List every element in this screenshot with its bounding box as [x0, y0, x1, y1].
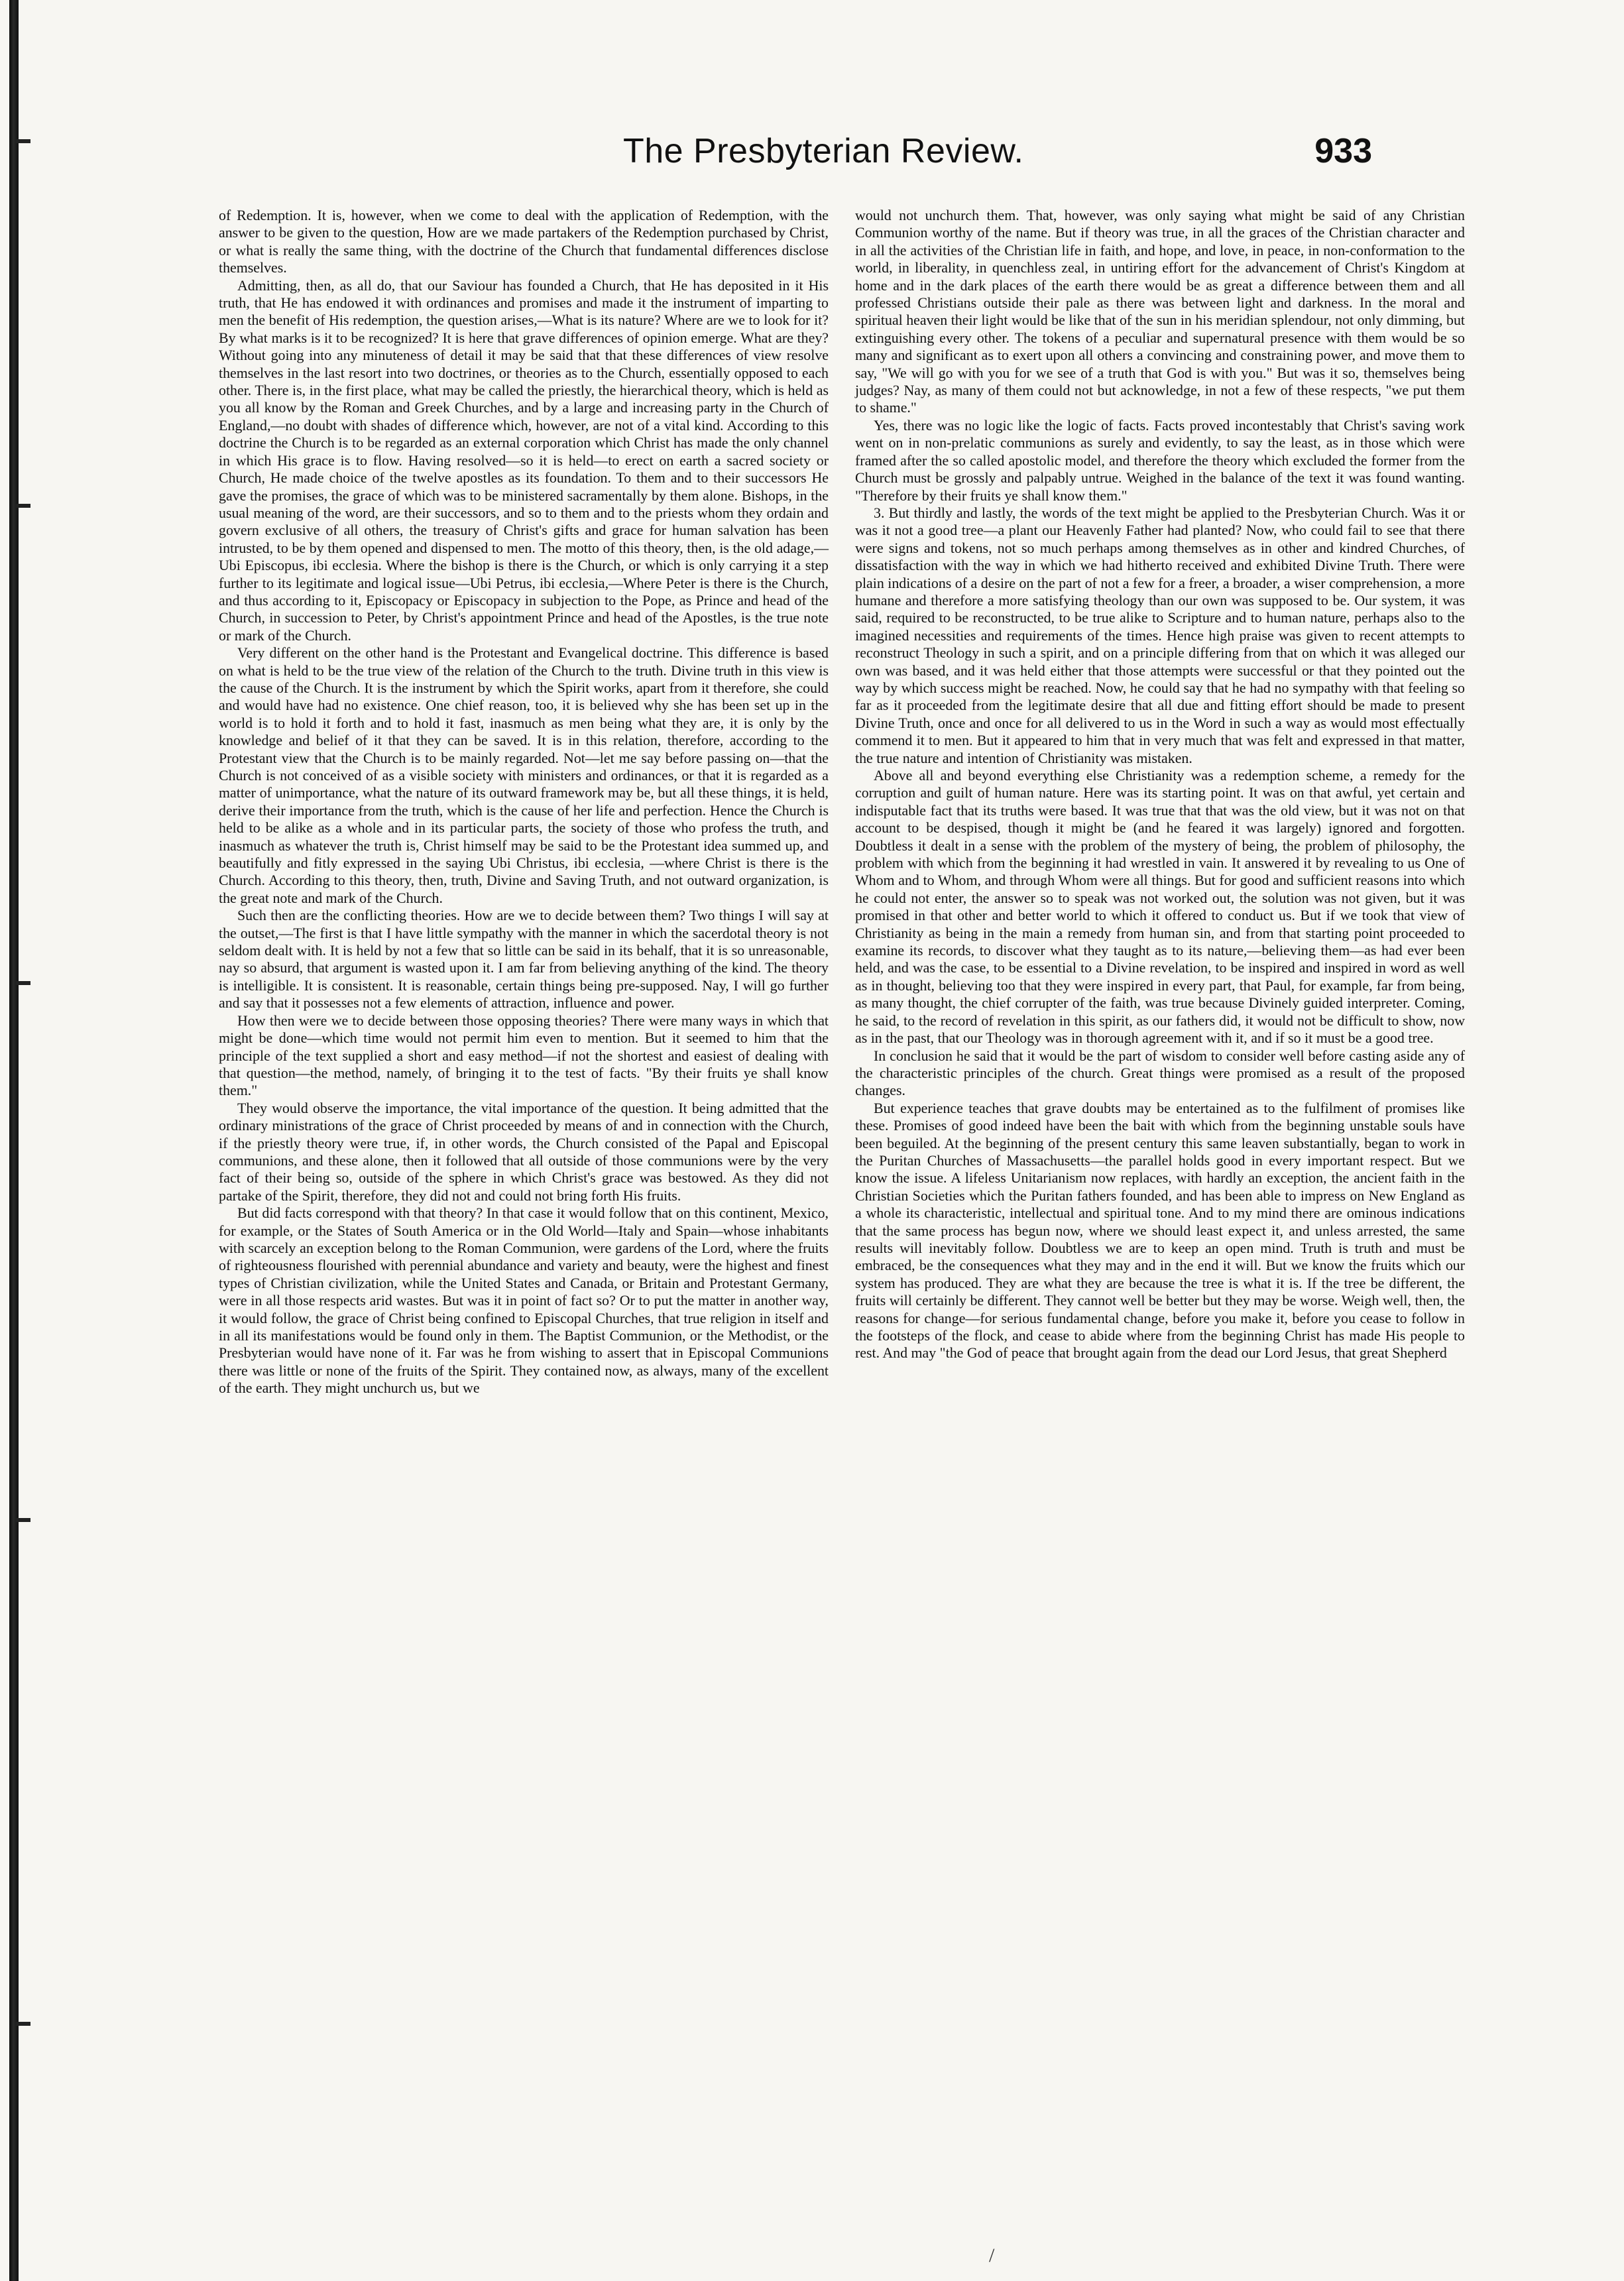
footer-mark: / [989, 2245, 995, 2266]
paragraph: But did facts correspond with that theory? In that case it would follow that on this continent, Mexico, for example, or the States of South America or in the Old World—Italy and Spain—whose inhabitants with scarcely an exception belong to the Roman Communion, were gardens of the Lord, where the fruits of righteousness flourished with perennial abundance and variety and beauty, were the highest and finest types of Christian civilization, while the United States and Canada, or Britain and Protestant Germany, were in all those respects arid wastes. But was it in point of fact so? Or to put the matter in another way, it would follow, the grace of Christ being confined to Episcopal Churches, that true religion in itself and in all its manifestations would be found only in them. The Baptist Communion, or the Methodist, or the Presbyterian would have none of it. Far was he from wishing to assert that in Episcopal Communions there was little or none of the fruits of the Spirit. They contained now, as always, many of the excellent of the earth. They might unchurch us, but we [219, 1204, 829, 1397]
left-column [219, 207, 829, 1397]
paragraph: But experience teaches that grave doubts may be entertained as to the fulfilment of promises like these. Promises of good indeed have been the bait with which from the beginning unstable souls have been beguiled. At the beginning of the present century this same leaven substantially, began to work in the Puritan Churches of Massachusetts—the parallel holds good in every important respect. But we know the issue. A lifeless Unitarianism now replaces, with hardly an exception, the ancient faith in the Christian Societies which the Puritan fathers founded, and has been able to impress on New England as a whole its characteristic, intellectual and spiritual tone. And to my mind there are ominous indications that the same process has begun now, where we should least expect it, and unless arrested, the same results will inevitably follow. Doubtless we are to keep an open mind. Truth is truth and must be embraced, be the consequences what they may and in the end it will. But we know the fruits which our system has produced. They are what they are because the tree is what it is. If the tree be different, the fruits will certainly be different. They cannot well be better but they may be worse. Weigh well, then, the reasons for change—for serious fundamental change, before you make it, before you cease to follow in the footsteps of the flock, and cease to abide where from the beginning Christ has made His people to rest. And may "the God of peace that brought again from the dead our Lord Jesus, that great Shepherd [855, 1099, 1465, 1362]
right-column [855, 207, 1465, 1362]
paragraph: In conclusion he said that it would be the part of wisdom to consider well before casting aside any of the characteristic principles of the church. Great things were promised as a result of the proposed changes. [855, 1047, 1465, 1099]
binding-edge [9, 0, 19, 2281]
running-title: The Presbyterian Review. [623, 132, 1024, 170]
paragraph: Above all and beyond everything else Christianity was a redemption scheme, a remedy for the corruption and guilt of human nature. Here was its starting point. It was on that awful, yet certain and indisputable fact that its truths were based. It was true that that was the old view, but it was not on that account to be despised, though it might be (and he feared it was largely) ignored and forgotten. Doubtless it dealt in a sense with the problem of the mystery of being, the problem of philosophy, the problem with which from the beginning it had wrestled in vain. It answered it by revealing to us One of Whom and to Whom, and through Whom were all things. But for good and sufficient reasons into which he could not enter, the answer so to speak was not worked out, the solution was not given, but it was promised in that other and better world to which it offered to conduct us. But if we took that view of Christianity as being in the main a remedy from human sin, and from that starting point proceeded to examine its records, to discover what they taught as to its nature,—believing them—as had ever been held, and was the case, to be essential to a Divine revelation, to be inspired and inspired in word as well as in thought, believing too that they were inspired in every part, that Paul, for example, far from being, as many thought, the chief corrupter of the faith, was true because Divinely guided interpreter. Coming, he said, to the record of revelation in this spirit, as our fathers did, it would not be difficult to show, now as in the past, that our Theology was in thorough agreement with it, and if so it must be a good tree. [855, 767, 1465, 1047]
paragraph: Admitting, then, as all do, that our Saviour has founded a Church, that He has deposited in it His truth, that He has endowed it with ordinances and promises and made it the instrument of imparting to men the benefit of His redemption, the question arises,—What is its nature? Where are we to look for it? By what marks is it to be recognized? It is here that grave differences of opinion emerge. What are they? Without going into any minuteness of detail it may be said that that these differences of view resolve themselves in the last resort into two doctrines, or theories as to the Church, essentially opposed to each other. There is, in the first place, what may be called the priestly, the hierarchical theory, which is held as you all know by the Roman and Greek Churches, and by a large and increasing party in the Church of England,—no doubt with shades of difference which, however, are not of a vital kind. According to this doctrine the Church is to be regarded as an external corporation which Christ has made the only channel in which His grace is to flow. Having resolved—so it is held—to erect on earth a sacred society or Church, He made choice of the twelve apostles as its foundation. To them and to their successors He gave the promises, the grace of which was to be ministered sacramentally by them alone. Bishops, in the usual meaning of the word, are their successors, and so to them and to the priests whom they ordain and govern exclusive of all others, the treasury of Christ's gifts and grace for human salvation has been intrusted, to be by them opened and dispensed to men. The motto of this theory, then, is the old adage,—Ubi Episcopus, ibi ecclesia. Where the bishop is there is the Church, or which is only carrying it a step further to its legitimate and logical issue—Ubi Petrus, ibi ecclesia,—Where Peter is there is the Church, and thus according to it, Episcopacy or Episcopacy in subjection to the Pope, as Prince and head of the Church, in succession to Peter, by Christ's appointment Prince and head of the Apostles, is the true note or mark of the Church. [219, 276, 829, 644]
page-header [623, 131, 1372, 174]
paragraph: Yes, there was no logic like the logic of facts. Facts proved incontestably that Christ's saving work went on in non-prelatic communions as surely and evidently, to say the least, as in those which were framed after the so called apostolic model, and therefore the theory which excluded the former from the Church must be grossly and palpably untrue. Weighed in the balance of the text it was found wanting. "Therefore by their fruits ye shall know them." [855, 416, 1465, 504]
page-number: 933 [1314, 132, 1372, 170]
paragraph: of Redemption. It is, however, when we come to deal with the application of Redemption, with the answer to be given to the question, How are we made partakers of the Redemption purchased by Christ, or what is really the same thing, with the doctrine of the Church that fundamental differences disclose themselves. [219, 207, 829, 276]
paragraph: 3. But thirdly and lastly, the words of the text might be applied to the Presbyterian Church. Was it or was it not a good tree—a plant our Heavenly Father had planted? Now, who could fail to see that there were signs and tokens, not so much perhaps among themselves as in other and kindred Churches, of dissatisfaction with the way in which we had hitherto received and exhibited Divine Truth. There were plain indications of a desire on the part of not a few for a freer, a broader, a wiser comprehension, a more humane and therefore a more satisfying theology than our own was supposed to be. Our system, it was said, required to be reconstructed, to be true alike to Scripture and to human nature, perhaps also to the imagined necessities and requirements of the times. Hence high praise was given to recent attempts to reconstruct Theology in such a spirit, and on a principle differing from that on which it was alleged our own was based, and it was held either that those attempts were successful or that they pointed out the way by which success might be reached. Now, he could say that he had no sympathy with that feeling so far as it proceeded from the legitimate desire that all due and fitting effort should be made to present Divine Truth, once and once for all delivered to us in the Word in such a way as would most effectually commend it to men. But it appeared to him that in very much that was felt and expressed in that matter, the true nature and intention of Christianity was mistaken. [855, 504, 1465, 766]
paragraph: would not unchurch them. That, however, was only saying what might be said of any Christian Communion worthy of the name. But if theory was true, in all the graces of the Christian character and in all the activities of the Christian life in faith, and hope, and love, in peace, in non-conformation to the world, in liberality, in quenchless zeal, in untiring effort for the advancement of Christ's Kingdom at home and in the dark places of the earth there would be as great a difference between them and all professed Christians outside their pale as there was between light and darkness. In the moral and spiritual heaven their light would be like that of the sun in his meridian splendour, not only dimming, but extinguishing every other. The tokens of a peculiar and supernatural presence with them would be so many and significant as to exert upon all others a convincing and constraining power, and move them to say, "We will go with you for we see of a truth that God is with you." But was it so, themselves being judges? Nay, as many of them could not but acknowledge, in not a few of these respects, "we put them to shame." [855, 207, 1465, 416]
paragraph: Very different on the other hand is the Protestant and Evangelical doctrine. This difference is based on what is held to be the true view of the relation of the Church to the truth. Divine truth in this view is the cause of the Church. It is the instrument by which the Spirit works, apart from it therefore, she could and would have had no existence. One chief reason, too, it is believed why she has been set up in the world is to hold it forth and to hold it fast, inasmuch as men being what they are, it is only by the knowledge and belief of it that they can be saved. It is in this relation, therefore, according to the Protestant view that the Church is to be mainly regarded. Not—let me say before passing on—that the Church is not conceived of as a visible society with ministers and ordinances, or that it is regarded as a matter of unimportance, what the nature of its outward framework may be, but all these things, it is held, derive their importance from the truth, which is the cause of her life and perfection. Hence the Church is held to be alike as a whole and in its particular parts, the society of those who profess the truth, and inasmuch as whatever the truth is, Christ himself may be said to be the Protestant idea summed up, and beautifully and fitly expressed in the saying Ubi Christus, ibi ecclesia, —where Christ is there is the Church. According to this theory, then, truth, Divine and Saving Truth, and not outward organization, is the great note and mark of the Church. [219, 644, 829, 906]
paragraph: Such then are the conflicting theories. How are we to decide between them? Two things I will say at the outset,—The first is that I have little sympathy with the manner in which the sacerdotal theory is not seldom dealt with. It is held by not a few that so little can be said in its behalf, that it is so unreasonable, nay so absurd, that argument is wasted upon it. I am far from believing anything of the kind. The theory is intelligible. It is consistent. It is reasonable, certain things being pre-supposed. Nay, I will go further and say that it possesses not a few elements of attraction, influence and power. [219, 907, 829, 1012]
paragraph: They would observe the importance, the vital importance of the question. It being admitted that the ordinary ministrations of the grace of Christ proceeded by means of and in connection with the Church, if the priestly theory were true, if, in other words, the Church consisted of the Papal and Episcopal communions, and these alone, then it followed that all outside of those communions were by the very fact of their being so, outside of the sphere in which Christ's grace was bestowed. As they did not partake of the Spirit, therefore, they did not and could not bring forth His fruits. [219, 1099, 829, 1204]
paragraph: How then were we to decide between those opposing theories? There were many ways in which that might be done—which time would not permit him even to mention. But it seemed to him that the principle of the text supplied a short and easy method—if not the shortest and easiest of dealing with that question—the method, namely, of bringing it to the test of facts. "By their fruits ye shall know them." [219, 1012, 829, 1099]
